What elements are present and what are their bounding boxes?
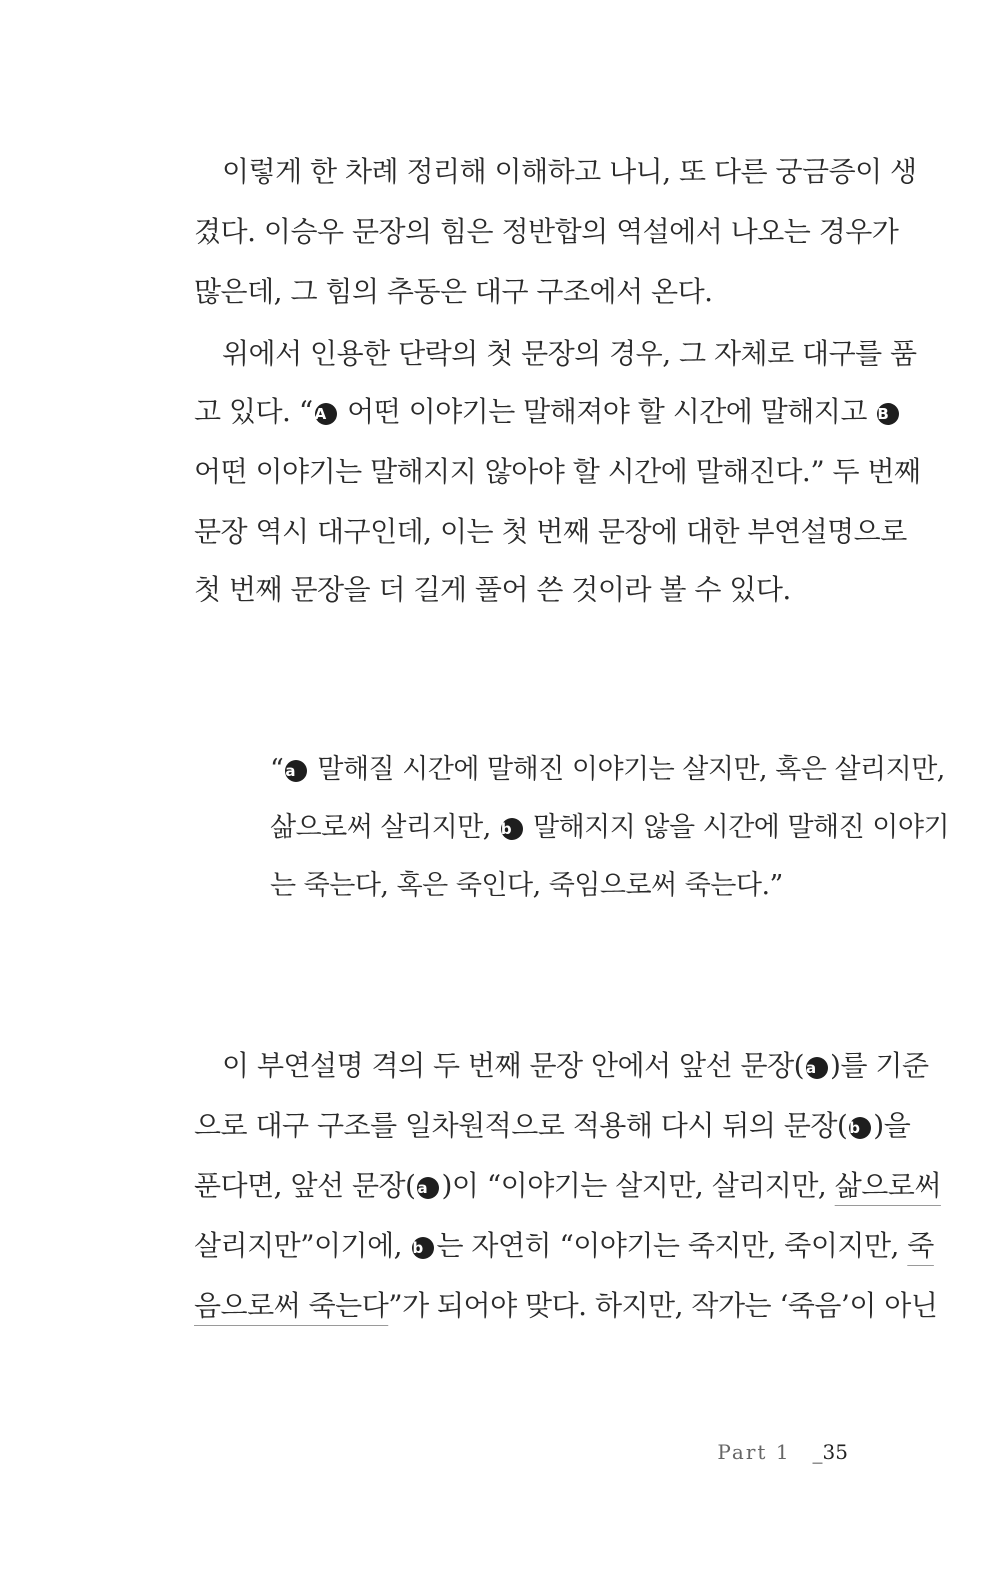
text-span: ”가 되어야 맞다. 하지만, 작가는 ‘죽음’이 아닌 — [388, 1289, 938, 1322]
text-line — [194, 1166, 941, 1206]
text-line — [194, 1106, 911, 1146]
quote-line — [270, 750, 945, 790]
text-line: 위에서 인용한 단락의 첫 문장의 경우, 그 자체로 대구를 품 — [222, 337, 917, 370]
text-span: “ — [270, 754, 284, 785]
marker-A-icon: A — [315, 403, 337, 425]
text-span: 푼다면, 앞선 문장( — [194, 1169, 416, 1202]
text-span: 말해지지 않을 시간에 말해진 이야기 — [524, 812, 950, 843]
text-span: 어떤 이야기는 말해져야 할 시간에 말해지고 — [338, 395, 876, 428]
marker-b-icon: b — [412, 1237, 434, 1259]
text-line: 첫 번째 문장을 더 길게 풀어 쓴 것이라 볼 수 있다. — [194, 573, 791, 606]
marker-a-icon: a — [417, 1177, 439, 1199]
text-span: )를 기준 — [830, 1049, 929, 1082]
underlined-text: 삶으로써 — [834, 1169, 941, 1202]
text-span: 삶으로써 살리지만, — [270, 812, 499, 843]
quote-line: 는 죽는다, 혹은 죽인다, 죽임으로써 죽는다.” — [270, 870, 783, 901]
part-label: Part 1 — [717, 1440, 791, 1464]
text-span: 으로 대구 구조를 일차원적으로 적용해 다시 뒤의 문장( — [194, 1109, 848, 1142]
underlined-text: 죽 — [907, 1229, 934, 1262]
quote-line — [270, 808, 950, 848]
text-line: 문장 역시 대구인데, 이는 첫 번째 문장에 대한 부연설명으로 — [194, 515, 907, 548]
text-span: 이 부연설명 격의 두 번째 문장 안에서 앞선 문장( — [222, 1049, 805, 1082]
text-span: 말해질 시간에 말해진 이야기는 살지만, 혹은 살리지만, — [309, 754, 945, 785]
text-span: 살리지만”이기에, — [194, 1229, 411, 1262]
underlined-text: 음으로써 죽는다 — [194, 1289, 389, 1322]
text-line — [194, 392, 889, 432]
text-span: 고 있다. “ — [194, 395, 313, 428]
page-number: _35 — [812, 1440, 848, 1464]
text-line: 어떤 이야기는 말해지지 않아야 할 시간에 말해진다.” 두 번째 — [194, 455, 921, 488]
text-line: 많은데, 그 힘의 추동은 대구 구조에서 온다. — [194, 275, 713, 308]
marker-a-icon: a — [285, 760, 307, 782]
marker-b-icon: b — [501, 818, 523, 840]
page-footer — [717, 1440, 848, 1464]
text-line: 이렇게 한 차례 정리해 이해하고 나니, 또 다른 궁금증이 생 — [222, 155, 917, 188]
text-line: 겼다. 이승우 문장의 힘은 정반합의 역설에서 나오는 경우가 — [194, 215, 899, 248]
marker-b-icon: b — [849, 1117, 871, 1139]
text-span: 는 자연히 “이야기는 죽지만, 죽이지만, — [436, 1229, 908, 1262]
text-line — [222, 1046, 929, 1086]
marker-B-icon: B — [877, 403, 899, 425]
text-span: )이 “이야기는 살지만, 살리지만, — [441, 1169, 835, 1202]
marker-a-icon: a — [806, 1057, 828, 1079]
text-line — [194, 1286, 938, 1326]
text-line — [194, 1226, 934, 1266]
text-span: )을 — [873, 1109, 911, 1142]
